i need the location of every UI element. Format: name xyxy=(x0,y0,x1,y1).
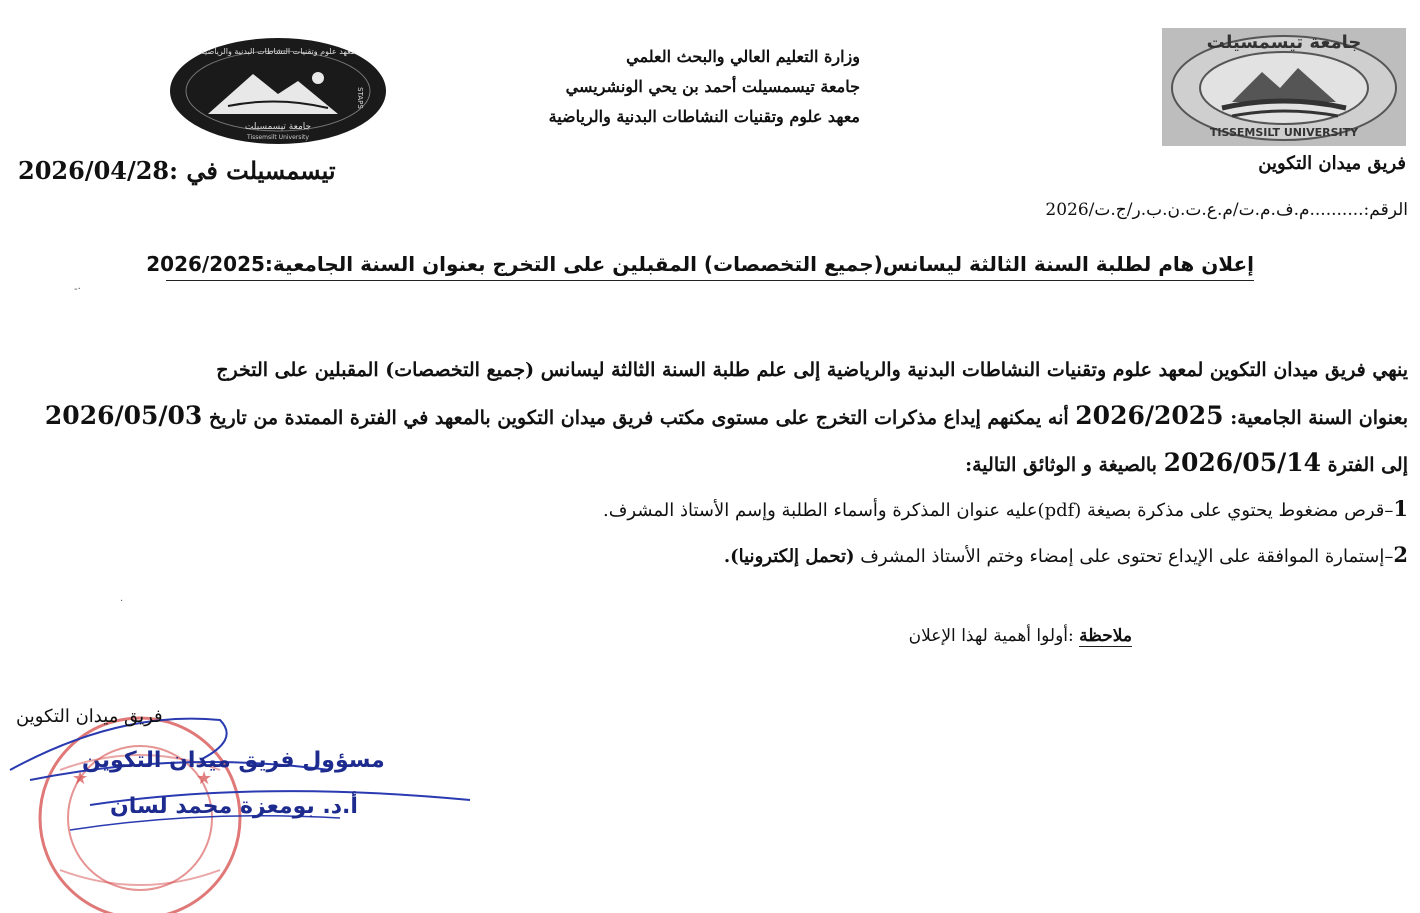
item-number: 1 xyxy=(1393,496,1408,521)
body-line-3 xyxy=(14,448,1408,477)
right-logo-arabic: جامعة تيسمسيلت xyxy=(1206,32,1362,53)
speck-mark: -· xyxy=(74,284,81,295)
svg-text:★: ★ xyxy=(196,768,213,789)
left-logo-bottom-text: جامعة تيسمسيلت xyxy=(244,122,312,132)
ministry-header xyxy=(540,42,860,132)
item-text: –قرص مضغوط يحتوي على مذكرة بصيغة (pdf)عليه عنوان المذكرة وأسماء الطلبة وإسم الأستاذ المشرف. xyxy=(603,500,1394,521)
body-line-2 xyxy=(14,401,1408,430)
note-label: ملاحظة xyxy=(1079,626,1132,646)
requirement-item xyxy=(580,542,1408,567)
speck-mark: · xyxy=(120,596,124,607)
department-label: فريق ميدان التكوين xyxy=(1258,153,1406,174)
left-logo-bottom-latin: Tissemsilt University xyxy=(247,134,309,141)
institute-name: معهد علوم وتقنيات النشاطات البدنية والرياضية xyxy=(548,107,860,126)
item-text: –إستمارة الموافقة على الإيداع تحتوى على إمضاء وختم الأستاذ المشرف xyxy=(854,546,1394,567)
ministry-name: وزارة التعليم العالي والبحث العلمي xyxy=(626,47,860,66)
body-line-1: ينهي فريق ميدان التكوين لمعهد علوم وتقنيات النشاطات البدنية والرياضية إلى علم طلبة السنة الثالثة ليسانس (جميع التخصصات) المقبلين على التخرج xyxy=(216,359,1408,381)
signature-name: أ.د. بومعزة محمد لسان xyxy=(110,794,358,819)
announcement-title: إعلان هام لطلبة السنة الثالثة ليسانس(جميع التخصصات) المقبلين على التخرج بعنوان السنة الجامعية:2026/2025 xyxy=(166,252,1254,281)
left-logo-arc-text: معهد علوم وتقنيات النشاطات البدنية والرياضية xyxy=(200,47,356,56)
left-logo-abbrev: STAPS xyxy=(356,87,364,109)
end-date: 2026/05/14 xyxy=(1163,448,1322,477)
note xyxy=(870,626,1132,646)
institute-logo xyxy=(168,36,388,146)
note-text: :أولوا أهمية لهذا الإعلان xyxy=(908,626,1080,646)
body-line-2b: أنه يمكنهم إيداع مذكرات التخرج على مستوى مكتب فريق ميدان التكوين بالمعهد في الفترة الممتدة من تاريخ xyxy=(202,407,1076,429)
university-name: جامعة تيسمسيلت أحمد بن يحي الونشريسي xyxy=(565,77,860,96)
date-line: تيسمسيلت في :2026/04/28 xyxy=(18,156,336,185)
body-line-3a: إلى الفترة xyxy=(1321,454,1408,476)
item-emphasis: (تحمل إلكترونيا). xyxy=(723,546,855,567)
svg-text:★: ★ xyxy=(72,768,89,789)
requirement-item xyxy=(580,496,1408,521)
signature-role: مسؤول فريق ميدان التكوين xyxy=(82,748,385,773)
university-logo xyxy=(1162,28,1406,146)
item-number: 2 xyxy=(1393,542,1408,567)
academic-year: 2026/2025 xyxy=(1075,401,1224,430)
body-line-3b: بالصيغة و الوثائق التالية: xyxy=(965,454,1164,476)
reference-number: الرقم:..........م.ف.م.ت/م.ع.ت.ن.ب.ر/ج.ت/2026 xyxy=(1045,200,1408,220)
signature-team: فريق ميدان التكوين xyxy=(16,706,163,727)
body-line-2a: بعنوان السنة الجامعية: xyxy=(1223,407,1408,429)
right-logo-latin: TISSEMSILT UNIVERSITY xyxy=(1209,126,1359,139)
start-date: 2026/05/03 xyxy=(44,401,203,430)
